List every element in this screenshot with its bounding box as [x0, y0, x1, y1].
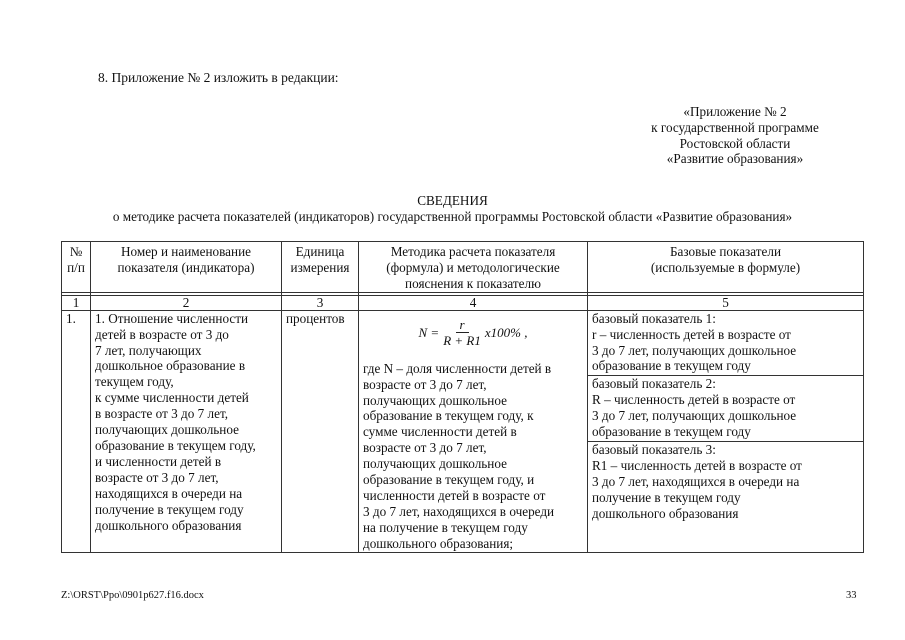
appendix-line: Ростовской области: [679, 135, 791, 151]
column-number: 5: [588, 295, 864, 310]
indicator-name: 1. Отношение численности детей в возрасте от 3 до 7 лет, получающих дошкольное образование в текущем году, к сумме численности детей в возрасте от 3 до 7 лет, получающих дошкольное образование в текущем году, и численности детей в возрасте от 3 до 7 лет, находящихся в очереди на получение в текущем году дошкольного образования: [91, 310, 282, 552]
base-indicator-2: базовый показатель 2: R – численность детей в возрасте от 3 до 7 лет, получающих дошкольное образование в текущем году: [588, 375, 863, 441]
document-heading: [0, 193, 905, 225]
method-explanation: где N – доля численности детей в возрасте от 3 до 7 лет, получающих дошкольное образование в текущем году, к сумме численности детей в возрасте от 3 до 7 лет, получающих дошкольное образование в текущем году, и численности детей в возрасте от 3 до 7 лет, находящихся в очереди на получение в текущем году дошкольного образования;: [363, 360, 555, 551]
column-number: 4: [359, 295, 588, 310]
column-number-row: [62, 295, 864, 310]
column-number: 1: [62, 295, 91, 310]
header-unit: Единица измерения: [282, 242, 359, 293]
table-row: [62, 310, 864, 552]
formula-numerator: r: [456, 317, 469, 333]
row-number: 1.: [62, 310, 91, 552]
heading-subtitle: о методике расчета показателей (индикаторов) государственной программы Ростовской области «Развитие образования»: [112, 209, 793, 224]
formula-denominator: R + R1: [443, 333, 481, 349]
appendix-line: к государственной программе: [651, 119, 819, 135]
column-number: 2: [91, 295, 282, 310]
appendix-header: [625, 104, 845, 167]
page-number: 33: [846, 590, 857, 601]
base-indicator-3: базовый показатель 3: R1 – численность детей в возрасте от 3 до 7 лет, находящихся в очереди на получение в текущем году дошкольного образования: [588, 441, 863, 523]
base-indicators-cell: [588, 310, 864, 552]
appendix-line: «Развитие образования»: [666, 151, 804, 167]
base-indicator-1: базовый показатель 1: r – численность детей в возрасте от 3 до 7 лет, получающих дошкольное образование в текущем году: [592, 310, 797, 374]
header-method: Методика расчета показателя (формула) и методологические пояснения к показателю: [359, 242, 588, 293]
formula-rhs: x100% ,: [484, 324, 528, 340]
header-number: № п/п: [62, 242, 91, 293]
formula-fraction: [443, 317, 481, 348]
indicator-unit: процентов: [282, 310, 359, 552]
intro-text: 8. Приложение № 2 изложить в редакции:: [98, 70, 339, 85]
heading-title: СВЕДЕНИЯ: [417, 193, 488, 208]
formula: [363, 313, 583, 353]
column-number: 3: [282, 295, 359, 310]
table-header-row: [62, 242, 864, 293]
method-cell: [359, 310, 588, 552]
formula-lhs: N =: [418, 324, 440, 340]
methodology-table: [61, 241, 863, 573]
footer-file-path: Z:\ORST\Ppo\0901p627.f16.docx: [61, 590, 204, 601]
appendix-line: «Приложение № 2: [683, 104, 787, 119]
header-indicator-name: Номер и наименование показателя (индикатора): [91, 242, 282, 293]
header-base-indicators: Базовые показатели (используемые в формуле): [588, 242, 864, 293]
